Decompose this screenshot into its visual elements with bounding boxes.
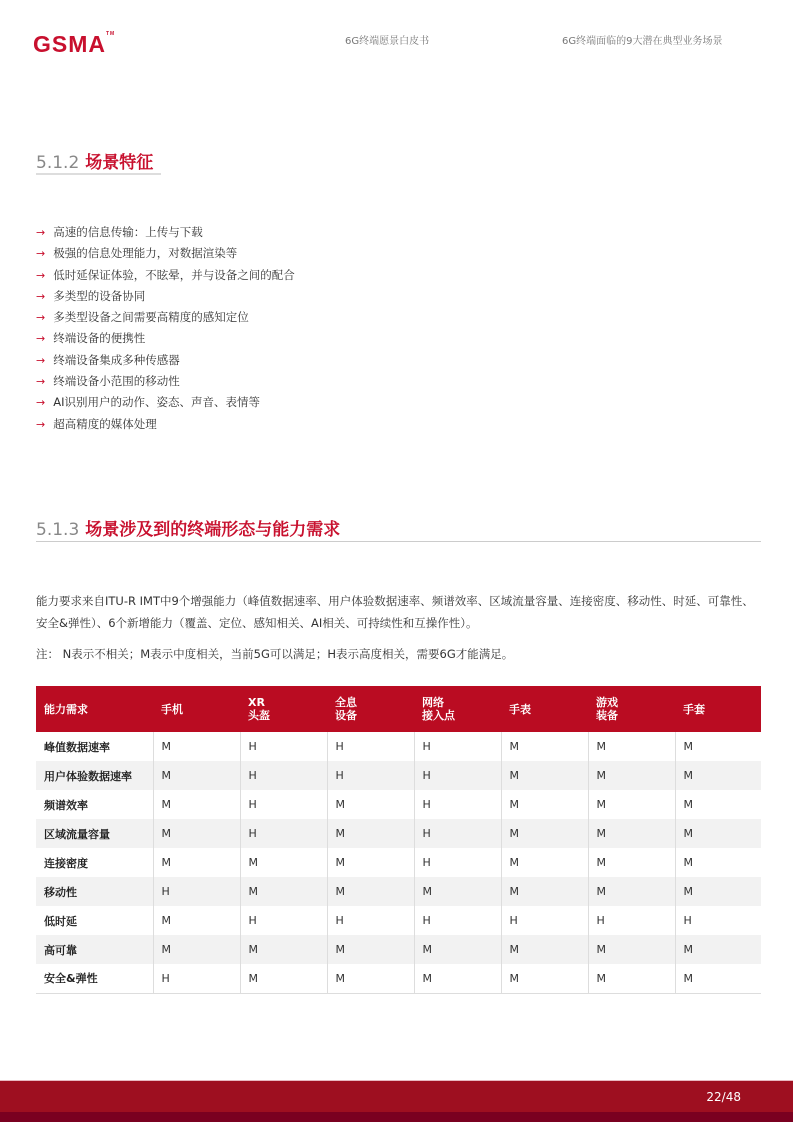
column-header: 能力需求	[36, 686, 153, 732]
table-cell: H	[588, 906, 675, 935]
table-cell: H	[153, 964, 240, 993]
column-header: 手套	[675, 686, 761, 732]
feature-text: 高速的信息传输：上传与下载	[53, 225, 203, 239]
arrow-icon: →	[36, 289, 46, 303]
table-cell: M	[327, 964, 414, 993]
table-cell: M	[153, 848, 240, 877]
feature-text: 极强的信息处理能力，对数据渲染等	[53, 246, 238, 261]
table-cell: H	[414, 819, 501, 848]
note: 注： N表示不相关；M表示中度相关，当前5G可以满足；H表示高度相关，需要6G才能满足。	[36, 647, 514, 661]
arrow-icon: →	[36, 375, 46, 389]
table-cell: H	[240, 906, 327, 935]
table-row	[36, 790, 761, 819]
arrow-icon: →	[36, 332, 46, 346]
feature-text: 多类型设备之间需要高精度的感知定位	[53, 310, 249, 325]
row-label: 高可靠	[36, 935, 153, 964]
arrow-icon: →	[36, 226, 46, 239]
table-cell: M	[683, 971, 693, 985]
table-row	[36, 877, 761, 906]
row-label: 移动性	[36, 877, 153, 906]
feature-list	[36, 223, 295, 436]
table-cell: M	[683, 856, 693, 869]
arrow-icon: →	[36, 353, 46, 367]
feature-item	[36, 244, 295, 265]
table-cell: H	[501, 906, 588, 935]
table-cell: M	[588, 819, 675, 848]
table-cell: M	[501, 790, 588, 819]
table-cell: M	[683, 740, 693, 753]
column-header: 手机	[153, 686, 240, 732]
table-cell: M	[501, 964, 588, 993]
row-label: 频谱效率	[36, 790, 153, 819]
table-cell: M	[240, 848, 327, 877]
column-header: 游戏 装备	[588, 686, 675, 732]
table-cell: M	[414, 877, 501, 906]
table-cell: M	[153, 761, 240, 790]
feature-text: AI识别用户的动作、姿态、声音、表情等	[53, 395, 260, 410]
table-cell: M	[675, 935, 761, 964]
table-cell: M	[501, 848, 588, 877]
table-cell: H	[414, 732, 501, 761]
feature-text: 多类型的设备协同	[53, 288, 146, 303]
table-cell: H	[240, 790, 327, 819]
chapter-title: 6G终端面临的9大潜在典型业务场景	[562, 36, 723, 47]
table-cell: M	[414, 935, 501, 964]
section-heading-terminals: 5.1.3 场景涉及到的终端形态与能力需求	[36, 520, 341, 540]
arrow-icon: →	[36, 247, 46, 261]
table-cell: M	[501, 877, 588, 906]
table-cell: H	[153, 877, 240, 906]
footer-strip	[0, 1112, 793, 1122]
table-cell: M	[153, 790, 240, 819]
table-row	[36, 732, 761, 761]
table-cell: M	[414, 964, 501, 993]
table-cell: M	[675, 819, 761, 848]
column-header: 手表	[501, 686, 588, 732]
table-cell: M	[153, 819, 240, 848]
page-number: 22/48	[706, 1090, 741, 1104]
divider	[36, 541, 761, 542]
table-cell: M	[588, 877, 675, 906]
table-row	[36, 848, 761, 877]
feature-item	[36, 308, 295, 329]
row-label: 峰值数据速率	[36, 732, 153, 761]
intro-paragraph: 能力要求来自ITU-R IMT中9个增强能力（峰值数据速率、用户体验数据速率、频谱效率、区域流量容量、连接密度、移动性、时延、可靠性、安全&弹性）、6个新增能力（覆盖、定位、感知相关、AI相关、可持续性和互操作性）。	[36, 594, 754, 630]
table-cell: H	[327, 906, 414, 935]
table-cell: M	[683, 798, 693, 811]
table-cell: H	[240, 732, 327, 761]
footer-bar	[0, 1080, 793, 1112]
row-label: 用户体验数据速率	[36, 761, 153, 790]
table-row	[36, 819, 761, 848]
table-cell: M	[327, 935, 414, 964]
feature-item	[36, 351, 295, 372]
table-cell: H	[327, 761, 414, 790]
arrow-icon: →	[36, 396, 46, 410]
feature-item	[36, 393, 295, 414]
row-label: 区域流量容量	[36, 819, 153, 848]
table-cell: H	[414, 790, 501, 819]
table-cell: H	[414, 906, 501, 935]
table-cell: M	[240, 877, 327, 906]
table-cell: M	[327, 848, 414, 877]
feature-text: 超高精度的媒体处理	[53, 416, 157, 431]
table-cell: M	[588, 935, 675, 964]
arrow-icon: →	[36, 268, 46, 282]
table-cell: M	[588, 964, 675, 993]
table-cell: H	[683, 914, 692, 927]
table-cell: M	[327, 877, 414, 906]
column-header: 网络 接入点	[414, 686, 501, 732]
table-cell: H	[327, 732, 414, 761]
column-header: XR 头盔	[240, 686, 327, 732]
table-cell: M	[153, 935, 240, 964]
gsma-logo: GSMA™	[33, 31, 116, 57]
table-cell: M	[240, 935, 327, 964]
table-cell: M	[588, 790, 675, 819]
table-cell: M	[588, 848, 675, 877]
feature-item	[36, 287, 295, 308]
table-cell: H	[240, 761, 327, 790]
feature-item	[36, 415, 295, 436]
doc-title: 6G终端愿景白皮书	[345, 36, 430, 47]
table-row	[36, 935, 761, 964]
table-cell: M	[501, 935, 588, 964]
table-row	[36, 964, 761, 993]
table-cell: H	[414, 761, 501, 790]
table-cell: H	[240, 819, 327, 848]
table-cell: M	[153, 906, 240, 935]
table-cell: M	[588, 732, 675, 761]
feature-item	[36, 223, 295, 244]
column-header: 全息 设备	[327, 686, 414, 732]
table-cell: M	[240, 964, 327, 993]
feature-text: 终端设备集成多种传感器	[53, 352, 180, 367]
table-cell: M	[327, 819, 414, 848]
feature-text: 低时延保证体验，不眩晕，并与设备之间的配合	[53, 267, 295, 282]
feature-text: 终端设备的便携性	[53, 331, 146, 346]
row-label: 连接密度	[36, 848, 153, 877]
row-label: 安全&弹性	[36, 964, 153, 993]
table-cell: M	[153, 732, 240, 761]
capability-table	[36, 686, 761, 994]
table-row	[36, 906, 761, 935]
table-row	[36, 761, 761, 790]
table-cell: M	[675, 761, 761, 790]
table-cell: M	[675, 877, 761, 906]
divider	[36, 173, 161, 175]
feature-text: 终端设备小范围的移动性	[53, 374, 180, 389]
table-cell: M	[501, 761, 588, 790]
feature-item	[36, 266, 295, 287]
feature-item	[36, 372, 295, 393]
table-cell: M	[588, 761, 675, 790]
arrow-icon: →	[36, 417, 46, 431]
section-heading-features: 5.1.2 场景特征	[36, 153, 154, 173]
table-cell: M	[501, 732, 588, 761]
feature-item	[36, 329, 295, 350]
row-label: 低时延	[36, 906, 153, 935]
table-cell: M	[501, 819, 588, 848]
table-cell: M	[327, 790, 414, 819]
table-cell: H	[414, 848, 501, 877]
arrow-icon: →	[36, 311, 46, 325]
